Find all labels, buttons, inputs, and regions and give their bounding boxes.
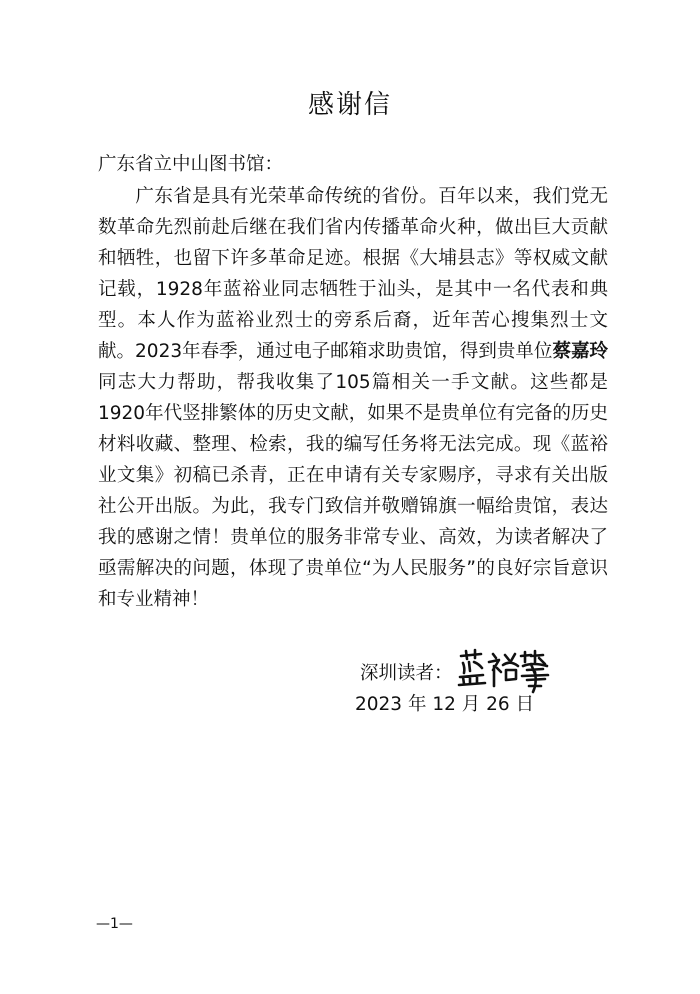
salutation: 广东省立中山图书馆： (98, 154, 284, 175)
signature-image (455, 646, 555, 694)
letter-body (98, 181, 608, 615)
document-title: 感谢信 (307, 90, 392, 120)
letter-date: 2023 年 12 月 26 日 (355, 694, 535, 715)
signer-label: 深圳读者： (360, 663, 453, 684)
handwritten-signature (455, 652, 555, 692)
body-text-part-2: 同志大力帮助，帮我收集了105篇相关一手文献。这些都是1920年代竖排繁体的历史文献，如果不是贵单位有完备的历史材料收藏、整理、检索，我的编写任务将无法完成。现《蓝裕业文集》初稿已杀青，正在申请有关专家赐序，寻求有关出版社公开出版。为此，我专门致信并敬赠锦旗一幅给贵馆，表达我的感谢之情！贵单位的服务非常专业、高效，为读者解决了亟需解决的问题，体现了贵单位“为人民服务”的良好宗旨意识和专业精神！ (98, 372, 608, 610)
signature-line (360, 652, 555, 692)
page-number: —1— (96, 916, 133, 932)
body-text-part-1: 广东省是具有光荣革命传统的省份。百年以来，我们党无数革命先烈前赴后继在我们省内传播革命火种，做出巨大贡献和牺牲，也留下许多革命足迹。根据《大埔县志》等权威文献记载，1928年蓝裕业同志牺牲于汕头，是其中一名代表和典型。本人作为蓝裕业烈士的旁系后裔，近年苦心搜集烈士文献。2023年春季，通过电子邮箱求助贵馆，得到贵单位 (98, 186, 608, 362)
highlighted-name: 蔡嘉玲 (552, 341, 608, 362)
